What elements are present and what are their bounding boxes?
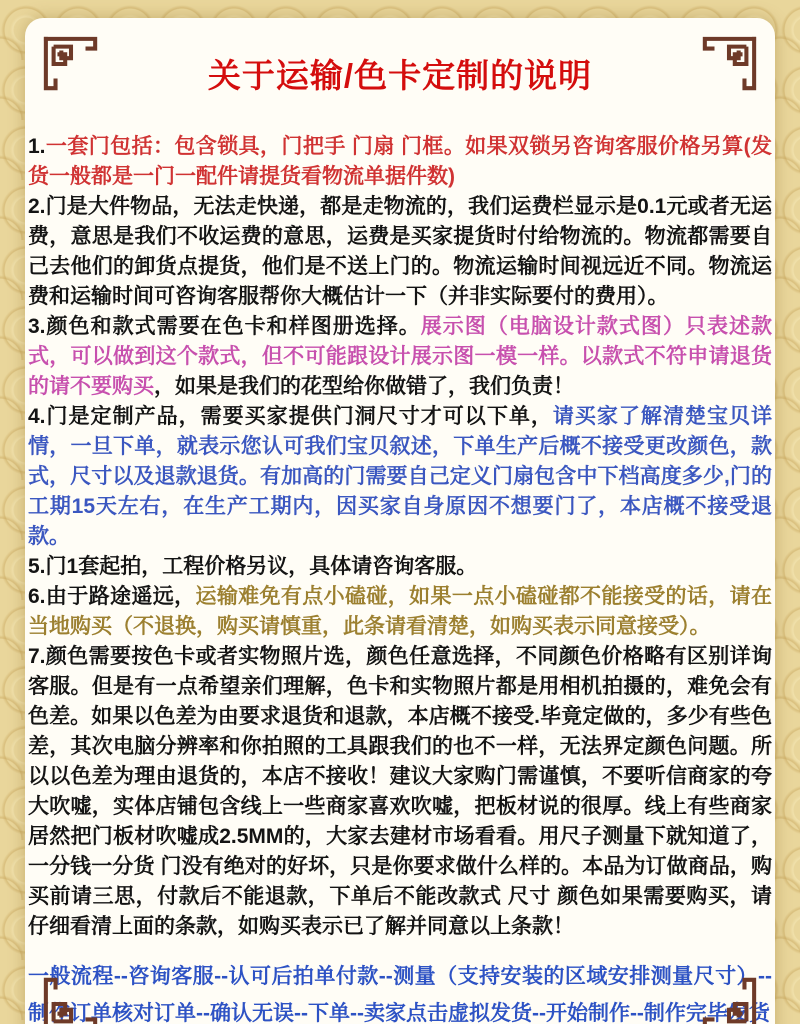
paragraph-custom-order xyxy=(28,402,772,552)
paragraph-color-difference xyxy=(28,642,772,942)
notice-card xyxy=(25,18,775,1024)
paragraph-text: 3.颜色和款式需要在色卡和样图册选择。 xyxy=(28,315,421,338)
paragraph-min-order xyxy=(28,552,772,582)
corner-ornament-icon xyxy=(700,975,758,1024)
corner-ornament-icon xyxy=(700,35,758,93)
process-flow-text: 一般流程--咨询客服--认可后拍单付款--测量（支持安装的区域安排测量尺寸）--制作订单核对订单--确认无误--下单--卖家点击虚拟发货--开始制作--制作完毕发货 xyxy=(28,965,772,1024)
paragraph-text: 4.门是定制产品，需要买家提供门洞尺寸才可以下单， xyxy=(28,405,553,428)
paragraph-logistics xyxy=(28,192,772,312)
paragraph-text: 一套门包括：包含锁具，门把手 门扇 门框。如果双锁另咨询客服价格另算(发货一般都是一门一配件请提货看物流单据件数) xyxy=(28,135,772,188)
paragraph-color-style xyxy=(28,312,772,402)
paragraph-text: ，如果是我们的花型给你做错了，我们负责！ xyxy=(154,375,574,398)
corner-ornament-icon xyxy=(42,35,100,93)
page-title: 关于运输/色卡定制的说明 xyxy=(207,57,593,94)
paragraph-text: 展示图（电脑设计款式图）只表述款式，可以做到这个款式，但不可能跟设计展示图一模一样。以款式不符申请退货的请不要购买 xyxy=(28,315,773,398)
paragraph-shipping-set xyxy=(28,132,772,192)
paragraph-transport-damage xyxy=(28,582,772,642)
paragraph-text: 运输难免有点小磕碰，如果一点小磕碰都不能接受的话，请在当地购买（不退换，购买请慎重，此条请看清楚，如购买表示同意接受）。 xyxy=(28,585,772,638)
terms-text-block xyxy=(28,132,772,942)
paragraph-text: 1. xyxy=(28,135,46,158)
paragraph-text: 5.门1套起拍，工程价格另议，具体请咨询客服。 xyxy=(28,555,478,578)
paragraph-text: 7.颜色需要按色卡或者实物照片选，颜色任意选择，不同颜色价格略有区别详询客服。但是有一点希望亲们理解，色卡和实物照片都是用相机拍摄的，难免会有色差。如果以色差为由要求退货和退款，本店概不接受.毕竟定做的，多少有些色差，其次电脑分辨率和你拍照的工具跟我们的也不一样，无法界定颜色问题。所以以色差为理由退货的，本店不接收！建议大家购门需谨慎，不要听信商家的夸大吹嘘，实体店铺包含线上一些商家喜欢吹嘘，把板材说的很厚。线上有些商家居然把门板材吹嘘成2.5MM的，大家去建材市场看看。用尺子测量下就知道了，一分钱一分货 门没有绝对的好坏，只是你要求做什么样的。本品为订做商品，购买前请三思，付款后不能退款，下单后不能改款式 尺寸 颜色如果需要购买，请仔细看清上面的条款，如购买表示已了解并同意以上条款！ xyxy=(28,645,772,938)
paragraph-text: 请买家了解清楚宝贝详情，一旦下单，就表示您认可我们宝贝叙述，下单生产后概不接受更改颜色，款式，尺寸以及退款退货。有加高的门需要自己定义门扇包含中下档高度多少,门的工期15天左右，在生产工期内，因买家自身原因不想要门了，本店概不接受退款。 xyxy=(28,405,773,548)
paragraph-text: 6.由于路途遥远， xyxy=(28,585,196,608)
corner-ornament-icon xyxy=(42,975,100,1024)
paragraph-text: 2.门是大件物品，无法走快递，都是走物流的，我们运费栏显示是0.1元或者无运费，意思是我们不收运费的意思，运费是买家提货时付给物流的。物流都需要自己去他们的卸货点提货，他们是不送上门的。物流运输时间视远近不同。物流运费和运输时间可咨询客服帮你大概估计一下（并非实际要付的费用）。 xyxy=(28,195,772,308)
